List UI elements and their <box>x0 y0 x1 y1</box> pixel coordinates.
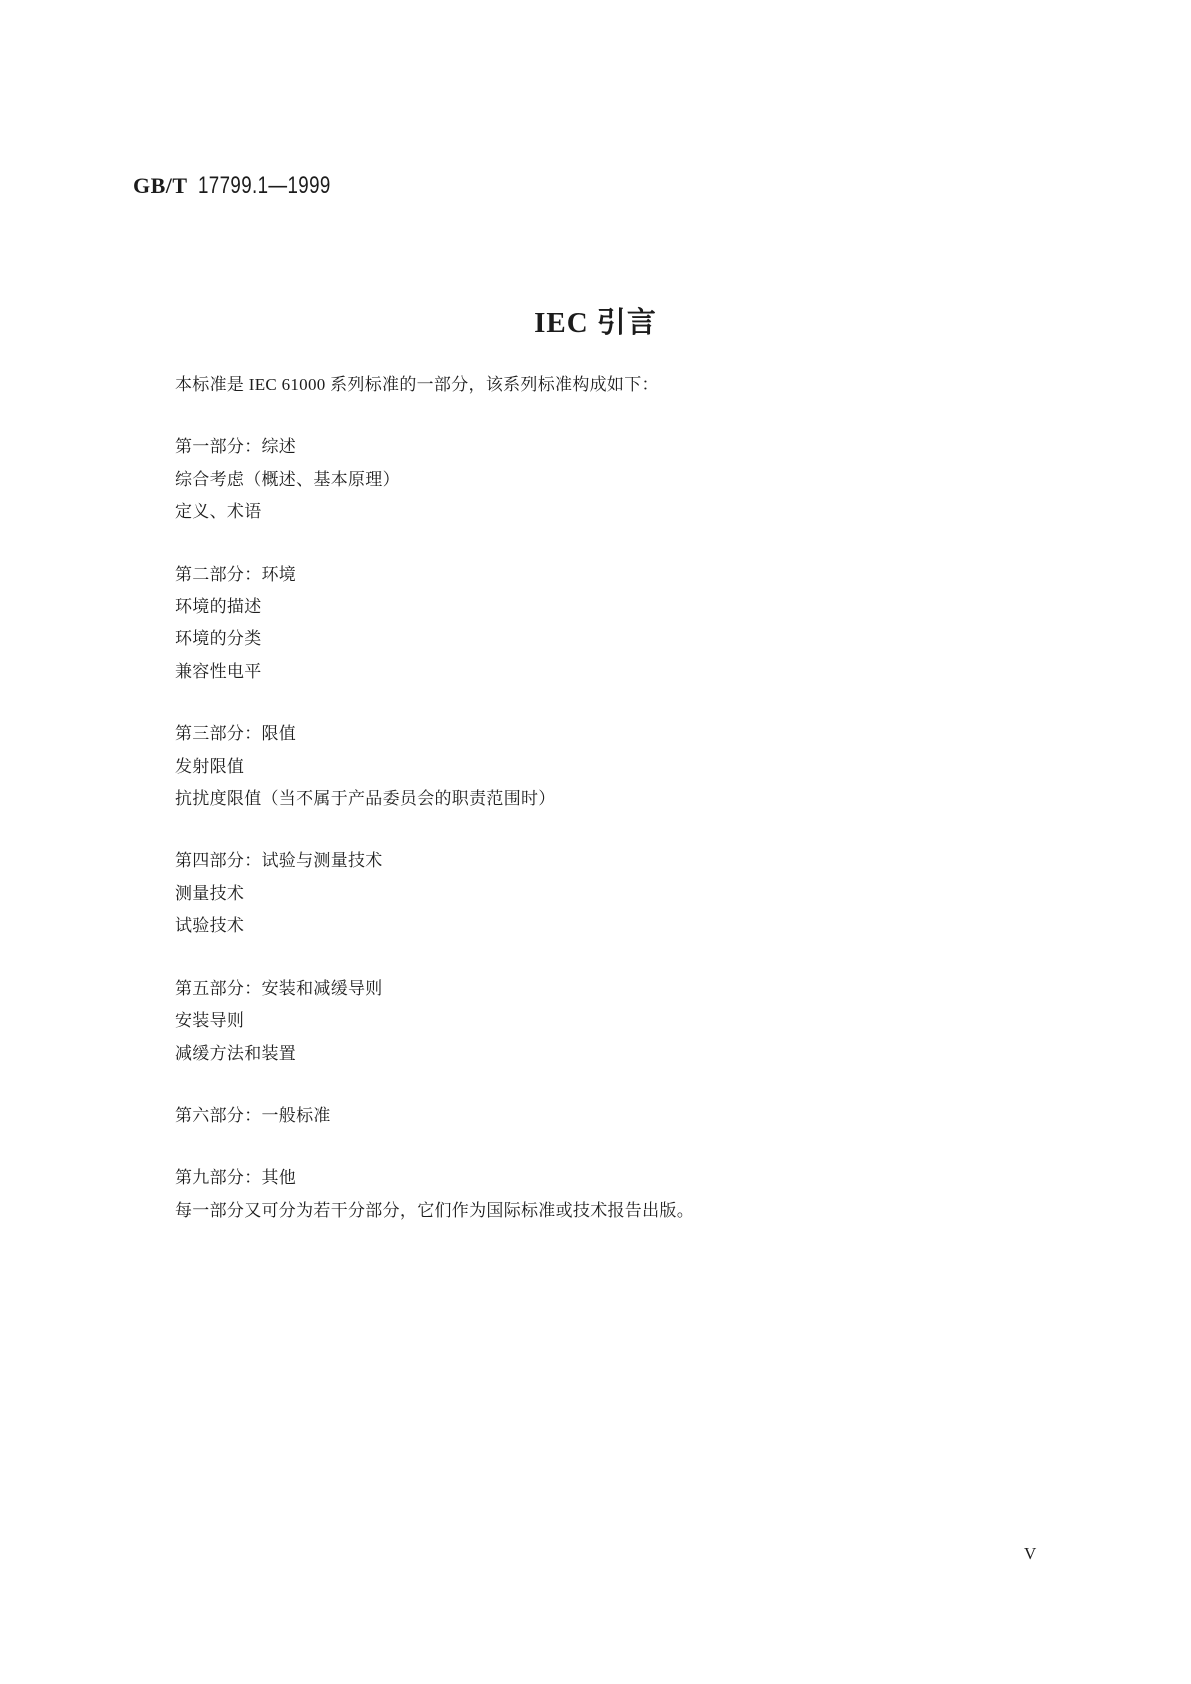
part-section-1 <box>175 431 1025 528</box>
standard-code <box>133 172 368 200</box>
part-heading: 第二部分：环境 <box>175 564 297 584</box>
closing-paragraph: 每一部分又可分为若干分部分，它们作为国际标准或技术报告出版。 <box>175 1200 694 1220</box>
intro-paragraph: 本标准是 IEC 61000 系列标准的一部分，该系列标准构成如下： <box>175 375 659 394</box>
part-section-3 <box>175 718 1025 815</box>
part-item: 试验技术 <box>175 916 245 936</box>
part-heading: 第六部分：一般标准 <box>175 1105 331 1125</box>
part-heading: 第三部分：限值 <box>175 724 297 744</box>
part-heading: 第四部分：试验与测量技术 <box>175 851 383 871</box>
part-heading: 第五部分：安装和减缓导则 <box>175 978 383 998</box>
standard-code-prefix: GB/T <box>133 173 188 198</box>
part-item: 定义、术语 <box>175 502 262 522</box>
part-section-4 <box>175 845 1025 942</box>
part-item: 环境的分类 <box>175 629 262 649</box>
part-item: 兼容性电平 <box>175 661 262 681</box>
part-heading: 第九部分：其他 <box>175 1168 297 1188</box>
page-number: V <box>1024 1544 1037 1563</box>
page-title: IEC 引言 <box>534 307 657 339</box>
part-item: 发射限值 <box>175 756 245 776</box>
standard-code-number: 17799.1—1999 <box>197 172 331 199</box>
part-section-5 <box>175 973 1025 1070</box>
part-item: 综合考虑（概述、基本原理） <box>175 469 400 489</box>
part-section-9 <box>175 1162 1025 1194</box>
part-section-2 <box>175 559 1025 689</box>
part-heading: 第一部分：综述 <box>175 437 297 457</box>
part-item: 环境的描述 <box>175 597 262 617</box>
document-body <box>175 369 1025 1227</box>
part-item: 抗扰度限值（当不属于产品委员会的职责范围时） <box>175 789 556 809</box>
part-item: 减缓方法和装置 <box>175 1043 297 1063</box>
part-section-6 <box>175 1100 1025 1132</box>
part-item: 安装导则 <box>175 1011 245 1031</box>
part-item: 测量技术 <box>175 883 245 903</box>
